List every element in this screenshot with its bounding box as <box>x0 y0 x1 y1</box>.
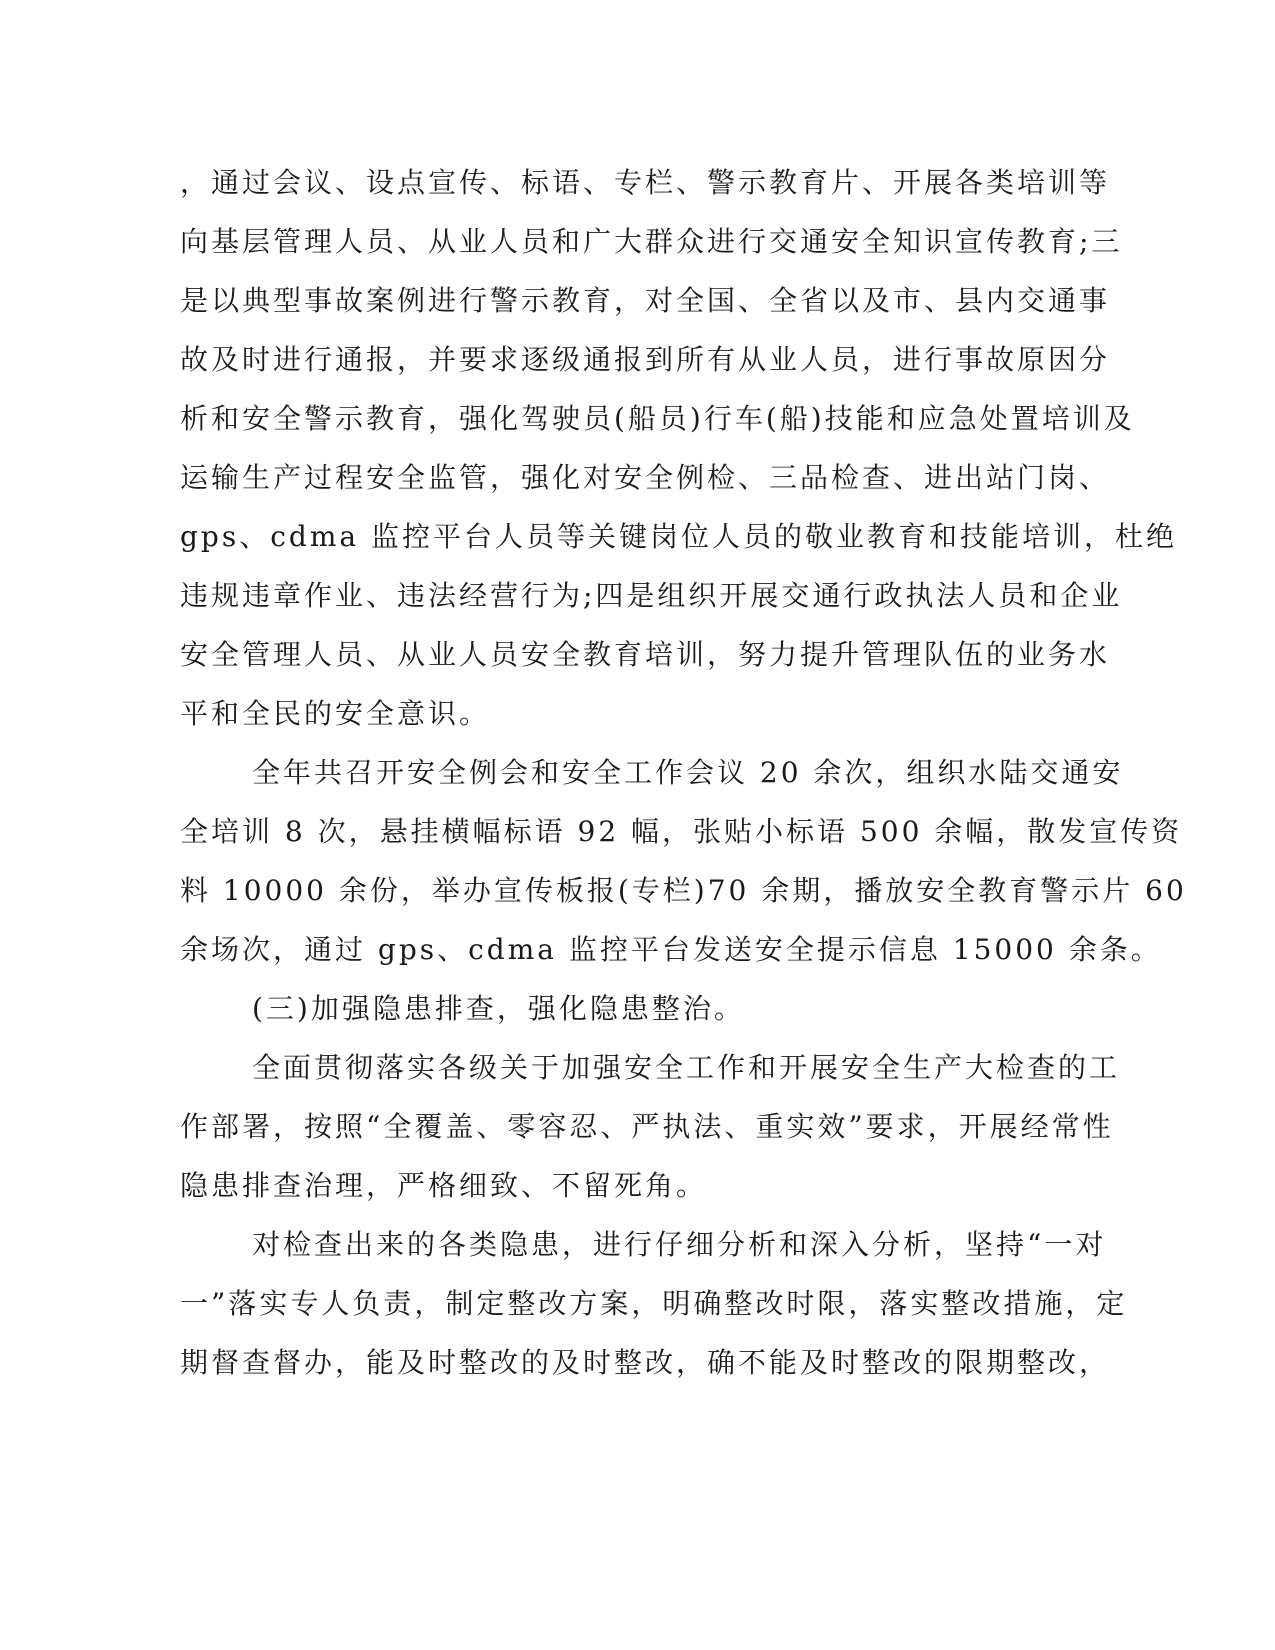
text-line: 平和全民的安全意识。 <box>180 697 491 730</box>
text-line: 隐患排查治理，严格细致、不留死角。 <box>180 1169 708 1202</box>
text-line: 安全管理人员、从业人员安全教育培训，努力提升管理队伍的业务水 <box>180 638 1111 671</box>
text-line: 故及时进行通报，并要求逐级通报到所有从业人员，进行事故原因分 <box>180 343 1111 376</box>
text-line: 运输生产过程安全监管，强化对安全例检、三品检查、进出站门岗、 <box>180 461 1111 494</box>
text-line: 料 10000 余份，举办宣传板报(专栏)70 余期，播放安全教育警示片 60 <box>180 874 1187 907</box>
text-line: 析和安全警示教育，强化驾驶员(船员)行车(船)技能和应急处置培训及 <box>180 402 1135 435</box>
text-line: 余场次，通过 gps、cdma 监控平台发送安全提示信息 15000 余条。 <box>180 933 1162 966</box>
section-heading: (三)加强隐患排查，强化隐患整治。 <box>252 992 745 1025</box>
text-line: 全年共召开安全例会和安全工作会议 20 余次，组织水陆交通安 <box>252 756 1124 789</box>
text-line: 期督查督办，能及时整改的及时整改，确不能及时整改的限期整改， <box>180 1346 1111 1379</box>
text-line: 向基层管理人员、从业人员和广大群众进行交通安全知识宣传教育;三 <box>180 225 1123 258</box>
text-line: 全培训 8 次，悬挂横幅标语 92 幅，张贴小标语 500 余幅，散发宣传资 <box>180 815 1183 848</box>
text-line: 对检查出来的各类隐患，进行仔细分析和深入分析，坚持“一对 <box>252 1228 1107 1261</box>
text-line: 全面贯彻落实各级关于加强安全工作和开展安全生产大检查的工 <box>252 1051 1121 1084</box>
text-line: ，通过会议、设点宣传、标语、专栏、警示教育片、开展各类培训等 <box>180 166 1111 199</box>
text-line: gps、cdma 监控平台人员等关键岗位人员的敬业教育和技能培训，杜绝 <box>180 520 1177 553</box>
text-line: 一”落实专人负责，制定整改方案，明确整改时限，落实整改措施，定 <box>180 1287 1128 1320</box>
text-line: 违规违章作业、违法经营行为;四是组织开展交通行政执法人员和企业 <box>180 579 1123 612</box>
text-line: 作部署，按照“全覆盖、零容忍、严执法、重实效”要求，开展经常性 <box>180 1110 1114 1143</box>
text-line: 是以典型事故案例进行警示教育，对全国、全省以及市、县内交通事 <box>180 284 1111 317</box>
